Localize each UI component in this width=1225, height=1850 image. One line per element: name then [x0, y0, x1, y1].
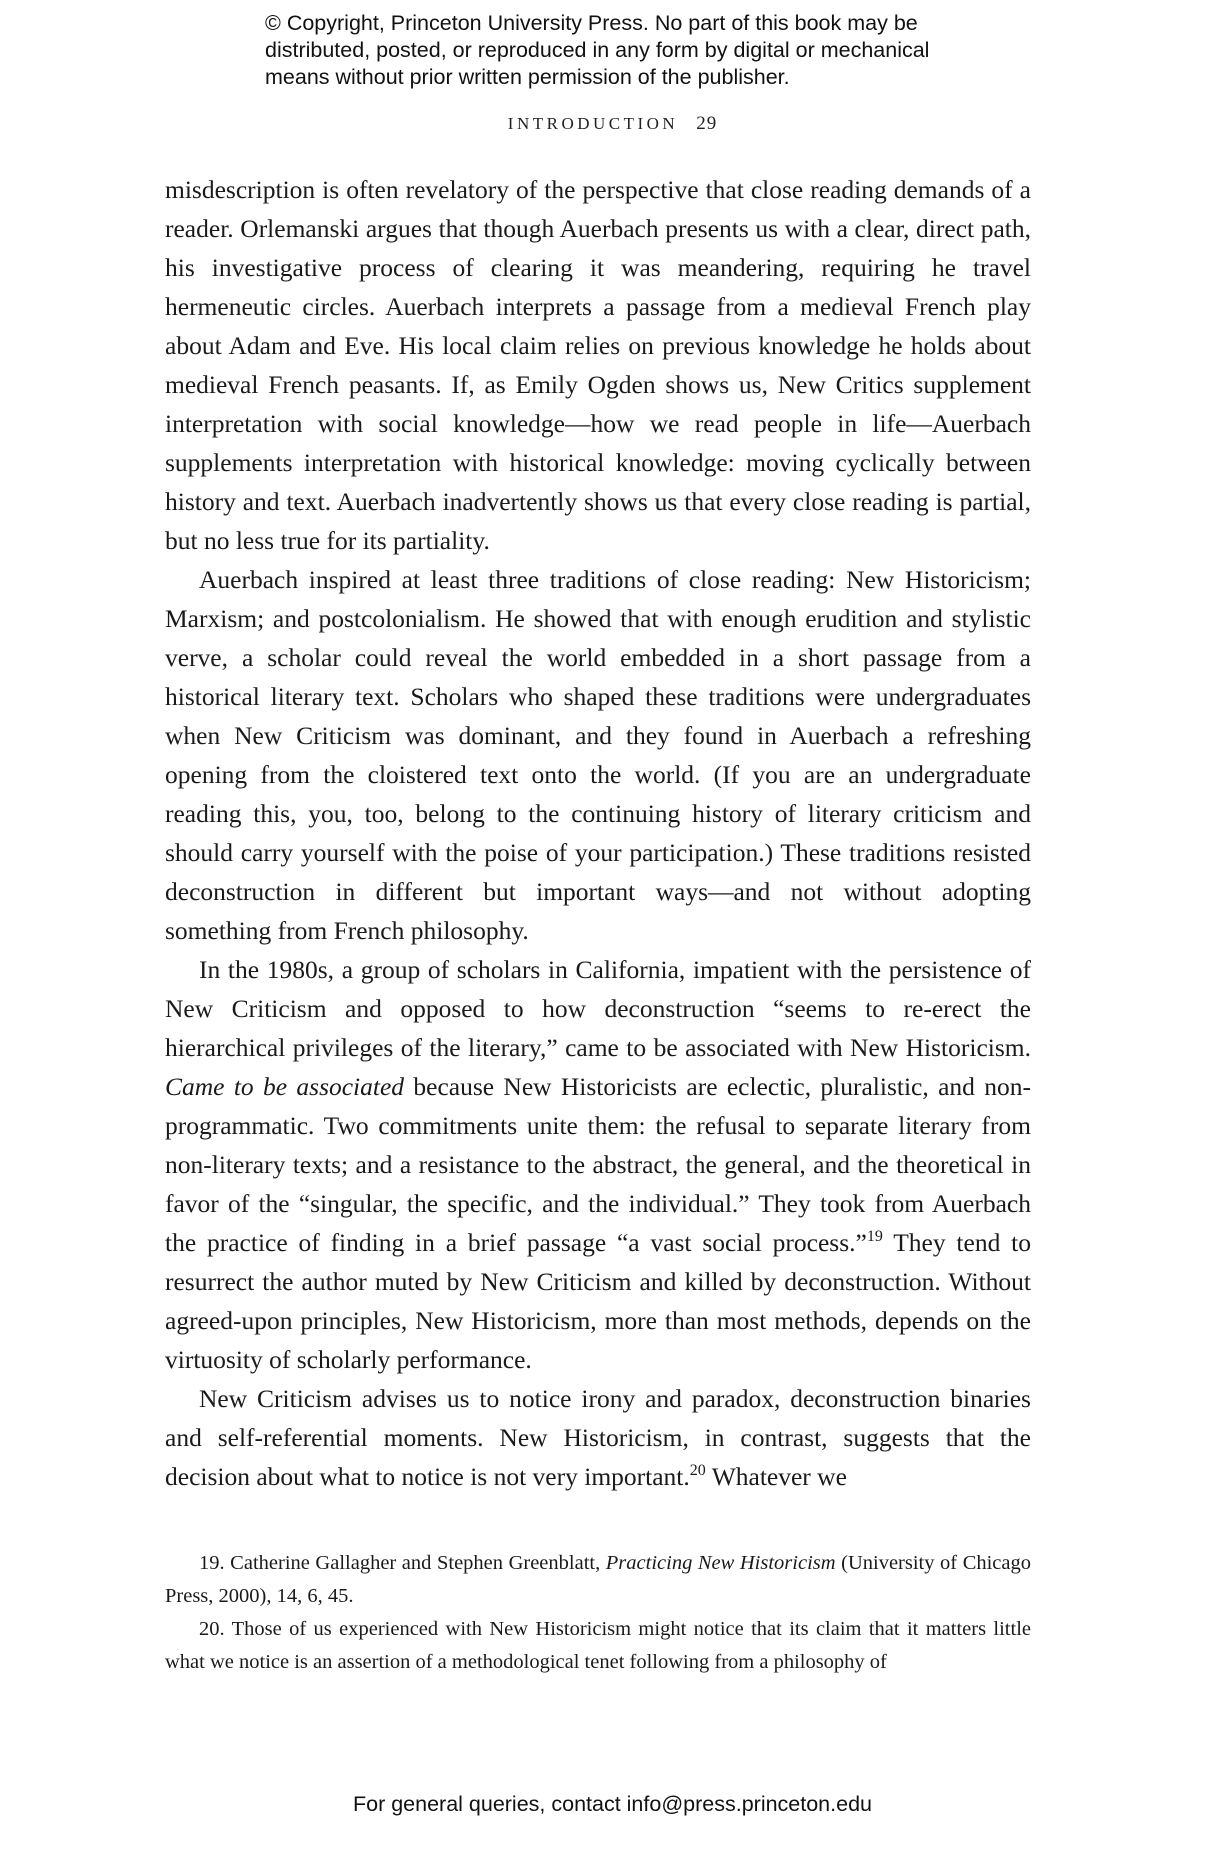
- footnote-19: [165, 1547, 1031, 1613]
- footnote-ref-19[interactable]: 19: [866, 1228, 883, 1245]
- paragraph-4: [165, 1379, 1031, 1496]
- paragraph-4-text-a: New Criticism advises us to notice irony and paradox, deconstruction binaries and self-referential moments. New Historicism, in contrast, suggests that the decision about what to notice is not very important.: [165, 1384, 1031, 1491]
- footnote-19-text-a: 19. Catherine Gallagher and Stephen Greenblatt,: [199, 1552, 606, 1574]
- copyright-line-3: means without prior written permission of the publisher.: [265, 65, 790, 89]
- paragraph-2: Auerbach inspired at least three traditions of close reading: New Historicism; Marxism; and postcolonialism. He showed that with enough erudition and stylistic verve, a scholar could reveal the world embedded in a short passage from a historical literary text. Scholars who shaped these traditions were undergraduates when New Criticism was dominant, and they found in Auerbach a refreshing opening from the cloistered text onto the world. (If you are an undergraduate reading this, you, too, belong to the continuing history of literary criticism and should carry yourself with the poise of your participation.) These traditions resisted deconstruction in different but important ways—and not without adopting something from French philosophy.: [165, 565, 1031, 945]
- footnote-ref-20[interactable]: 20: [689, 1462, 706, 1479]
- paragraph-4-text-b: Whatever we: [705, 1462, 847, 1491]
- running-head-title: INTRODUCTION: [507, 114, 679, 133]
- paragraph-1: misdescription is often revelatory of the perspective that close reading demands of a reader. Orlemanski argues that though Auerbach presents us with a clear, direct path, his investigative process of clearing it was meandering, requiring he travel hermeneutic circles. Auerbach interprets a passage from a medieval French play about Adam and Eve. His local claim relies on previous knowledge he holds about medieval French peasants. If, as Emily Ogden shows us, New Critics supplement interpretation with social knowledge—how we read people in life—Auerbach supplements interpretation with historical knowledge: moving cyclically between history and text. Auerbach inadvertently shows us that every close reading is partial, but no less true for its partiality.: [165, 175, 1031, 555]
- footnote-19-text-b: (University of Chicago Press, 2000), 14, 6, 45.: [165, 1552, 1032, 1607]
- page-number: 29: [696, 113, 718, 134]
- copyright-notice: [265, 10, 1025, 91]
- copyright-line-2: distributed, posted, or reproduced in any form by digital or mechanical: [265, 38, 930, 62]
- footnotes: [165, 1547, 1031, 1679]
- body-text: [165, 170, 1031, 1496]
- paragraph-3-text-a: In the 1980s, a group of scholars in California, impatient with the persistence of New Criticism and opposed to how deconstruction “seems to re-erect the hierarchical privileges of the literary,” came to be associated with New Historicism.: [165, 955, 1031, 1062]
- footnote-20: 20. Those of us experienced with New Historicism might notice that its claim that it matters little what we notice is an assertion of a methodological tenet following from a philosophy of: [165, 1618, 1031, 1673]
- paragraph-3-text-c: They tend to resurrect the author muted by New Criticism and killed by deconstruction. Without agreed-upon principles, New Historicism, more than most methods, depends on the virtuosity of scholarly performance.: [165, 1228, 1031, 1374]
- footer-contact: For general queries, contact info@press.princeton.edu: [352, 1792, 872, 1816]
- paragraph-3-italic: Came to be associated: [165, 1072, 405, 1101]
- paragraph-3: [165, 950, 1031, 1379]
- copyright-line-1: © Copyright, Princeton University Press. No part of this book may be: [265, 11, 918, 35]
- running-head: [0, 113, 1225, 135]
- paragraph-3-text-b: because New Historicists are eclectic, pluralistic, and non-programmatic. Two commitments unite them: the refusal to separate literary from non-literary texts; and a resistance to the abstract, the general, and the theoretical in favor of the “singular, the specific, and the individual.” They took from Auerbach the practice of finding in a brief passage “a vast social process.”: [165, 1072, 1031, 1257]
- footnote-19-italic: Practicing New Historicism: [605, 1552, 836, 1574]
